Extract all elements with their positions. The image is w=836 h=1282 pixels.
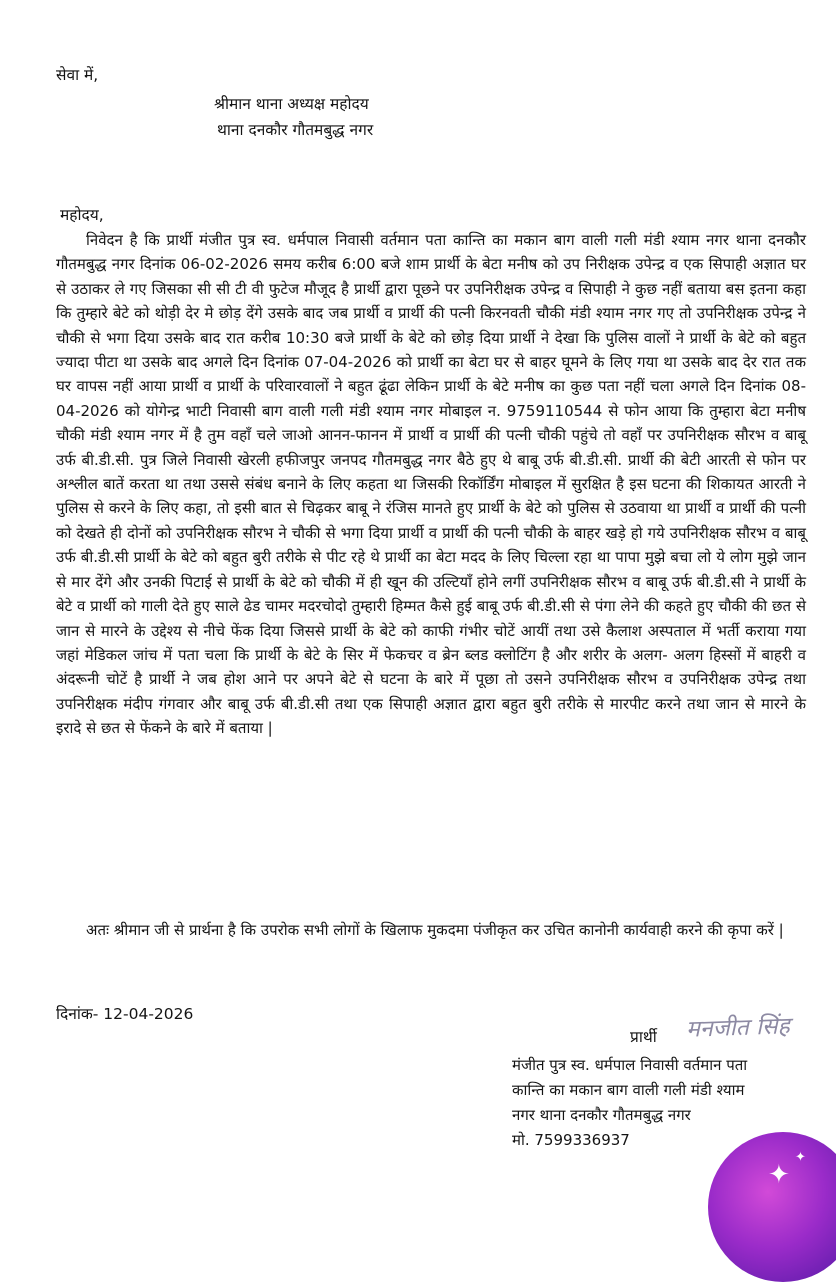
- sparkle-icon: ✦: [768, 1160, 790, 1190]
- letter-body: निवेदन है कि प्रार्थी मंजीत पुत्र स्व. धर्मपाल निवासी वर्तमान पता कान्ति का मकान बाग वाली गली मंडी श्याम नगर थाना दनकौर गौतमबुद्ध नगर दिनांक 06-02-2026 समय करीब 6:00 बजे शाम प्रार्थी के बेटा मनीष को उप निरीक्षक उपेन्द्र व एक सिपाही अज्ञात घर से उठाकर ले गए जिसका सी सी टी वी फुटेज मौजूद है प्रार्थी द्वारा पूछने पर उपनिरीक्षक उपेन्द्र व सिपाही ने कुछ नहीं बताया बस इतना कहा कि तुम्हारे बेटे को थोड़ी देर मे छोड़ देंगे उसके बाद जब प्रार्थी व प्रार्थी की पत्नी किरनवती चौकी मंडी श्याम नगर गए तो उपनिरीक्षक उपेन्द्र ने चौकी से भगा दिया उसके बाद रात करीब 10:30 बजे प्रार्थी के बेटे को छोड़ दिया प्रार्थी ने देखा कि पुलिस वालों ने प्रार्थी के बेटे को बहुत ज्यादा पीटा था उसके बाद अगले दिन दिनांक 07-04-2026 को प्रार्थी का बेटा घर से बाहर घूमने के लिए गया था उसके बाद देर रात तक घर वापस नहीं आया प्रार्थी व प्रार्थी के परिवारवालों ने बहुत ढूंढा लेकिन प्रार्थी के बेटे मनीष का कुछ पता नहीं चला अगले दिन दिनांक 08-04-2026 को योगेन्द्र भाटी निवासी बाग वाली गली मंडी श्याम नगर मोबाइल न. 9759110544 से फोन आया कि तुम्हारा बेटा मनीष चौकी मंडी श्याम नगर में है तुम वहाँ चले जाओ आनन-फानन में प्रार्थी व प्रार्थी की पत्नी चौकी पहुंचे तो वहाँ पर उपनिरीक्षक सौरभ व बाबू उर्फ बी.डी.सी. पुत्र जिले निवासी खेरली हफीजपुर जनपद गौतमबुद्ध नगर बैठे हुए थे बाबू उर्फ बी.डी.सी. प्रार्थी की बेटी आरती से फोन पर अश्लील बातें करता था तथा उससे संबंध बनाने के लिए कहता था जिसकी रिकॉर्डिंग मोबाइल में सुरक्षित है इस घटना की शिकायत आरती ने पुलिस से करने के लिए कहा, तो इसी बात से चिढ़कर बाबू ने रंजिस मानते हुए प्रार्थी के बेटे को पुलिस से उठवाया था प्रार्थी व प्रार्थी की पत्नी को देखते ही दोनों को उपनिरीक्षक सौरभ ने चौकी से भगा दिया प्रार्थी व प्रार्थी की पत्नी चौकी के बाहर खड़े हो गये उपनिरीक्षक सौरभ व बाबू उर्फ बी.डी.सी प्रार्थी के बेटे को बहुत बुरी तरीके से पीट रहे थे प्रार्थी का बेटा मदद के लिए चिल्ला रहा था पापा मुझे बचा लो ये लोग मुझे जान से मार देंगे और उनकी पिटाई से प्रार्थी के बेटे को चौकी में ही खून की उल्टियाँ होने लगीं उपनिरीक्षक सौरभ व बाबू उर्फ बी.डी.सी ने प्रार्थी के बेटे व प्रार्थी को गाली देते हुए साले ढेड चामर मदरचोदो तुम्हारी हिम्मत कैसे हुई बाबू उर्फ बी.डी.सी से पंगा लेने की कहते हुए चौकी की छत से जान से मारने के उद्देश्य से नीचे फेंक दिया जिससे प्रार्थी के बेटे को काफी गंभीर चोटें आयीं तथा उसे कैलाश अस्पताल में भर्ती कराया गया जहां मेडिकल जांच में पता चला कि प्रार्थी के बेटे के सिर में फेकचर व ब्रेन ब्लड क्लोटिंग है और शरीर के अलग- अलग हिस्सों में बाहरी व अंदरूनी चोटें है प्रार्थी ने जब होश आने पर अपने बेटे से घटना के बारे में पूछा तो उसने उपनिरीक्षक सौरभ व उपनिरीक्षक उपेन्द्र तथा उपनिरीक्षक मंदीप गंगवार और बाबू उर्फ बी.डी.सी तथा एक सिपाही अज्ञात द्वारा बहुत बुरी तरीके से मारपीट करने तथा जान से मारने के इरादे से छत से फेंकने के बारे में बताया |: [56, 231, 806, 738]
- handwritten-signature: मनजीत सिंह: [685, 1013, 791, 1043]
- recipient-line-1: श्रीमान थाना अध्यक्ष महोदय: [214, 95, 369, 113]
- salutation-to: सेवा में,: [56, 66, 99, 84]
- applicant-label: प्रार्थी: [630, 1028, 657, 1046]
- letter-date: दिनांक- 12-04-2026: [56, 1005, 194, 1023]
- sparkle-icon: ✦: [795, 1150, 806, 1165]
- prayer-paragraph: अतः श्रीमान जी से प्रार्थना है कि उपरोक सभी लोगों के खिलाफ मुकदमा पंजीकृत कर उचित कानोनी कार्यवाही करने की कृपा करें |: [86, 921, 784, 939]
- address-line: मंजीत पुत्र स्व. धर्मपाल निवासी वर्तमान पता: [512, 1056, 748, 1074]
- greeting: महोदय,: [60, 206, 104, 224]
- address-line: कान्ति का मकान बाग वाली गली मंडी श्याम: [512, 1081, 745, 1099]
- recipient-line-2: थाना दनकौर गौतमबुद्ध नगर: [217, 121, 374, 139]
- address-line: नगर थाना दनकौर गौतमबुद्ध नगर: [512, 1106, 691, 1124]
- phone-number: मो. 7599336937: [512, 1131, 630, 1149]
